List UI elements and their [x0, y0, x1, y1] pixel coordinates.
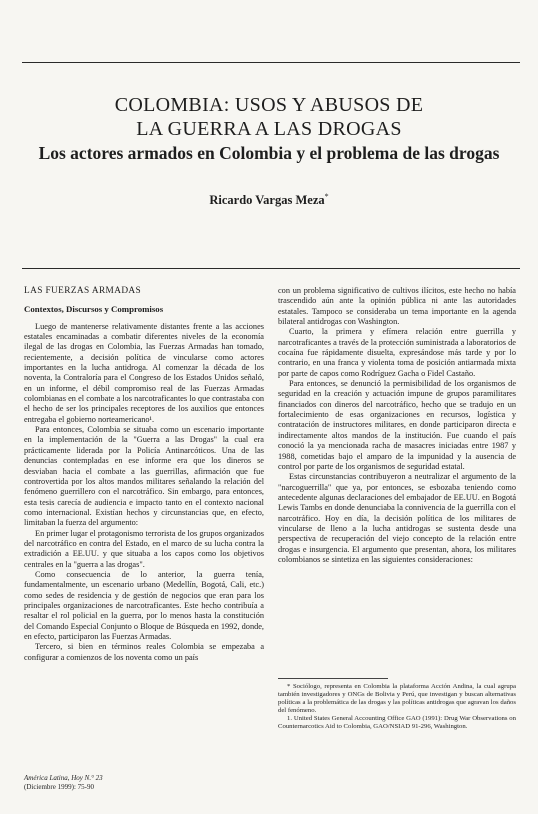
left-column	[24, 286, 264, 663]
subsection-title: Contextos, Discursos y Compromisos	[24, 304, 164, 315]
paragraph: Estas circunstancias contribuyeron a neutralizar el argumento de la "narcoguerrilla" que ya, por entonces, se esbozaba teniendo como antecedente algunas declaraciones del embajador de EE.UU. en Bogotá Lewis Tambs en donde denunciaba la connivencia de la guerrilla con el narcotráfico. Hoy en día, la decisión política de los militares de vincularse de lleno a la lucha antidrogas se sustenta desde una perspectiva de recuperación del viejo concepto de la relación entre drogas e insurgencia. El argumento que presentan, ahora, los militares colombianos se sintetiza en las siguientes consideraciones:	[278, 472, 516, 564]
paragraph: Para entonces, Colombia se situaba como un escenario importante en la implementación de la "Guerra a las Drogas" la cual era prácticamente liderada por la Policía Antinarcóticos. Una de las denuncias contempladas en ese informe era que los dineros se desviaban hacia el combate a las guerrillas, afirmación que fue controvertida por los altos mandos militares señalando la relación del fenómeno guerrillero con el narcotráfico. Sin embargo, para entonces, esta tesis carecía de audiencia e impacto tanto en el contexto nacional como internacional. Existían hechos y circunstancias que, en efecto, limitaban la fuerza del argumento:	[24, 425, 264, 528]
journal-citation	[24, 774, 103, 791]
journal-name: América Latina, Hoy N.° 23	[24, 774, 103, 782]
subtitle: Los actores armados en Colombia y el problema de las drogas	[38, 143, 500, 163]
footnotes	[278, 678, 516, 731]
paragraph: En primer lugar el protagonismo terrorista de los grupos organizados del narcotráfico en contra del Estado, en el marco de su lucha contra la extradición a EE.UU. y que situaba a los capos como los objetivos centrales en la "guerra a las drogas".	[24, 528, 264, 569]
title-line-1: COLOMBIA: USOS Y ABUSOS DE	[114, 94, 424, 116]
paragraph: Tercero, si bien en términos reales Colombia se empezaba a configurar a comienzos de los noventa como un país	[24, 642, 264, 662]
section-title: LAS FUERZAS ARMADAS	[24, 286, 142, 296]
footnote: * Sociólogo, representa en Colombia la plataforma Acción Andina, la cual agrupa también investigadores y ONGs de Bolivia y Perú, que investigan y buscan alternativas políticas a la problemática de las drogas y las políticas antidrogas que agravan los daños del fenómeno.	[278, 683, 516, 714]
paragraph: con un problema significativo de cultivos ilícitos, este hecho no había trascendido aún ante la opinión pública ni ante las autoridades estatales. Tampoco se consideraba un tema importante en la agenda bilateral antidrogas con Washington.	[278, 286, 516, 327]
paragraph: Luego de mantenerse relativamente distantes frente a las acciones estatales encaminadas a combatir diferentes niveles de la economía ilegal de las drogas en Colombia, las Fuerzas Armadas han tomado, recientemente, a decisión política de vincularse como actores importantes en la lucha antidroga. Al comenzar la década de los noventa, la Contraloría para el Congreso de los Estados Unidos señaló, en un informe, el débil compromiso real de las Fuerzas Armadas colombianas en el combate a los narcotraficantes lo que contrastaba con el hecho de ser los principales receptores de los auxilios que entonces entregaba el gobierno norteamericano¹.	[24, 321, 264, 424]
author	[0, 192, 538, 208]
footnote-rule	[278, 678, 388, 679]
paragraph: Como consecuencia de lo anterior, la guerra tenía, fundamentalmente, un escenario urbano (Medellín, Bogotá, Cali, etc.) como sedes de residencia y de gestión de negocios que eran para los principales organizaciones de narcotraficantes. Este hecho contribuía a resaltar el rol policial en la guerra, por lo menos hasta la constitución del Comando Especial Conjunto o Bloque de Búsqueda en 1992, donde, en efecto, participaron las Fuerzas Armadas.	[24, 569, 264, 641]
footnote: 1. United States General Accounting Office GAO (1991): Drug War Observations on Counternarcotics Aid to Colombia, GAO/NSIAD 91-296, Washington.	[278, 715, 516, 730]
author-name: Ricardo Vargas Meza	[209, 193, 325, 208]
right-column	[278, 286, 516, 565]
journal-issue: (Diciembre 1999): 75-90	[24, 782, 94, 791]
title-line-2: LA GUERRA A LAS DROGAS	[136, 118, 402, 140]
top-rule	[22, 62, 520, 63]
paragraph: Cuarto, la primera y efímera relación entre guerrilla y narcotraficantes a través de la protección suministrada a laboratorios de cocaína fue rápidamente disuelta, expresándose más tarde y por lo contrario, en una franca y violenta toma de posición antiarmada mixta por parte de capos como Rodríguez Gacha o Fidel Castaño.	[278, 327, 516, 378]
paragraph: Para entonces, se denunció la permisibilidad de los organismos de seguridad en la creación y actuación impune de grupos paramilitares financiados con dineros del narcotráfico, hecho que se tradujo en un fortalecimiento de esas organizaciones en recursos, logística y contratación de instructores militares, en donde participaron directa e indirectamente altos mandos de la institución. Fue cuando el país conoció la ya mencionada racha de masacres iniciadas entre 1987 y 1988, cometidas bajo el amparo de la impunidad y la ausencia de control por parte de los organismos de seguridad estatal.	[278, 379, 516, 471]
header-bottom-rule	[22, 268, 520, 269]
author-footnote-mark: *	[324, 192, 329, 201]
